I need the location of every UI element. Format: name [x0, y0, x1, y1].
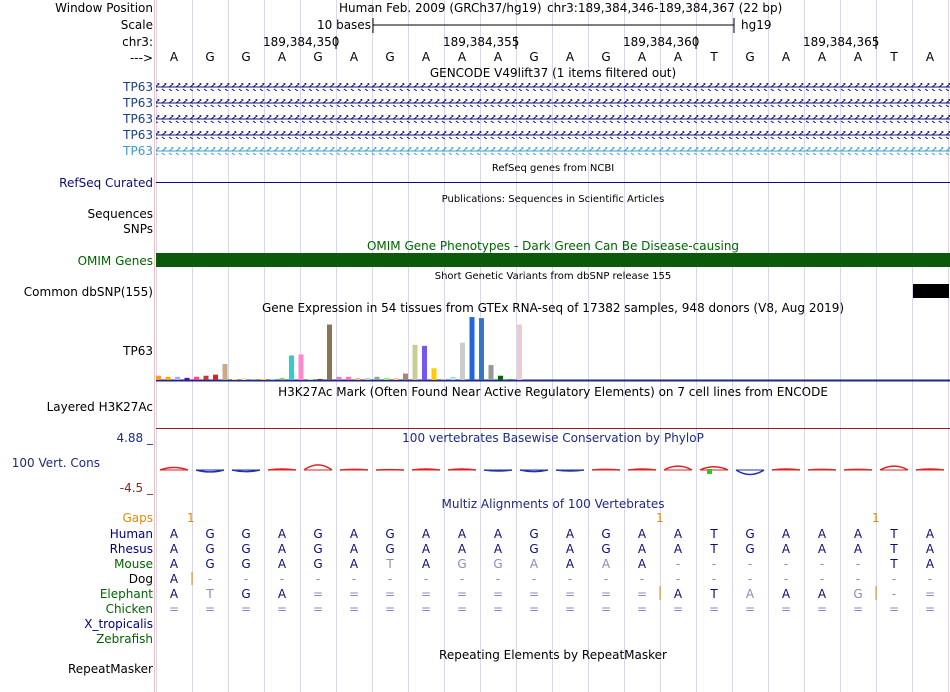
- gencode-transcript-label[interactable]: TP63: [123, 80, 153, 94]
- aligned-base: =: [564, 602, 576, 616]
- gencode-title[interactable]: GENCODE V49lift37 (1 items filtered out): [429, 66, 677, 80]
- aligned-base: =: [456, 587, 468, 601]
- aligned-base: A: [565, 542, 575, 556]
- refseq-title[interactable]: RefSeq genes from NCBI: [491, 163, 615, 174]
- gap-mark: 1: [187, 511, 195, 525]
- aligned-base: =: [492, 602, 504, 616]
- aligned-base: G: [745, 542, 755, 556]
- species-label[interactable]: Zebrafish: [96, 632, 153, 646]
- base-letter: A: [349, 50, 359, 64]
- base-letter: A: [565, 50, 575, 64]
- aligned-base: =: [924, 602, 936, 616]
- window-position-label: Window Position: [55, 1, 153, 15]
- aligned-base: G: [205, 542, 215, 556]
- aligned-base: =: [708, 602, 720, 616]
- aligned-base: -: [315, 572, 321, 586]
- aligned-base: A: [493, 527, 503, 541]
- gtex-title[interactable]: Gene Expression in 54 tissues from GTEx RNA-seq of 17382 samples, 948 donors (V8, Aug 2019): [261, 301, 845, 315]
- base-letter: T: [710, 50, 718, 64]
- dbsnp-label[interactable]: Common dbSNP(155): [23, 285, 153, 299]
- aligned-base: -: [711, 572, 717, 586]
- aligned-base: =: [456, 602, 468, 616]
- aligned-base: =: [528, 587, 540, 601]
- aligned-base: =: [888, 602, 900, 616]
- chrom-label: chr3:: [122, 35, 153, 49]
- aligned-base: -: [891, 572, 897, 586]
- aligned-base: T: [206, 587, 214, 601]
- aligned-base: A: [745, 587, 755, 601]
- aligned-base: -: [567, 572, 573, 586]
- aligned-base: -: [855, 557, 861, 571]
- aligned-base: A: [673, 542, 683, 556]
- aligned-base: G: [385, 527, 395, 541]
- aligned-base: A: [673, 527, 683, 541]
- tick-label: 189,384,360: [623, 35, 700, 49]
- aligned-base: -: [639, 572, 645, 586]
- aligned-base: =: [816, 602, 828, 616]
- gencode-transcript-label[interactable]: TP63: [123, 144, 153, 158]
- gap-mark: 1: [872, 511, 880, 525]
- aligned-base: -: [495, 572, 501, 586]
- species-label[interactable]: Elephant: [99, 587, 153, 601]
- base-letter: A: [277, 50, 287, 64]
- aligned-base: A: [637, 557, 647, 571]
- omim-label[interactable]: OMIM Genes: [77, 254, 153, 268]
- aligned-base: A: [169, 587, 179, 601]
- publications-title[interactable]: Publications: Sequences in Scientific Articles: [441, 194, 665, 205]
- aligned-base: A: [601, 557, 611, 571]
- aligned-base: A: [493, 542, 503, 556]
- aligned-base: =: [564, 587, 576, 601]
- species-label[interactable]: Chicken: [105, 602, 153, 616]
- aligned-base: =: [420, 587, 432, 601]
- aligned-base: T: [710, 527, 718, 541]
- aligned-base: G: [493, 557, 503, 571]
- species-label[interactable]: Mouse: [114, 557, 153, 571]
- aligned-base: A: [169, 527, 179, 541]
- aligned-base: G: [313, 557, 323, 571]
- assembly-text: Human Feb. 2009 (GRCh37/hg19): [339, 1, 542, 15]
- base-letter: T: [890, 50, 898, 64]
- aligned-base: -: [459, 572, 465, 586]
- tick-label: 189,384,355: [443, 35, 520, 49]
- snps-label[interactable]: SNPs: [123, 222, 153, 236]
- repeatmasker-title[interactable]: Repeating Elements by RepeatMasker: [439, 648, 667, 662]
- aligned-base: G: [601, 527, 611, 541]
- aligned-base: A: [349, 557, 359, 571]
- dbsnp-title[interactable]: Short Genetic Variants from dbSNP release 155: [434, 271, 672, 282]
- aligned-base: A: [781, 527, 791, 541]
- species-label[interactable]: Human: [109, 527, 153, 541]
- aligned-base: -: [855, 572, 861, 586]
- gaps-label[interactable]: Gaps: [122, 511, 153, 525]
- aligned-base: A: [421, 542, 431, 556]
- aligned-base: -: [747, 557, 753, 571]
- aligned-base: G: [313, 542, 323, 556]
- aligned-base: -: [891, 587, 897, 601]
- aligned-base: -: [207, 572, 213, 586]
- repeatmasker-label[interactable]: RepeatMasker: [67, 662, 153, 676]
- base-letter: A: [781, 50, 791, 64]
- base-letter: A: [637, 50, 647, 64]
- aligned-base: -: [423, 572, 429, 586]
- aligned-base: =: [168, 602, 180, 616]
- aligned-base: A: [637, 527, 647, 541]
- aligned-base: T: [890, 557, 898, 571]
- cons-min-label: -4.5 _: [119, 481, 153, 495]
- cons-max-label: 4.88 _: [116, 431, 153, 445]
- base-letter: A: [169, 50, 179, 64]
- aligned-base: =: [384, 602, 396, 616]
- aligned-base: G: [205, 527, 215, 541]
- aligned-base: -: [783, 557, 789, 571]
- aligned-base: =: [636, 587, 648, 601]
- position-text: chr3:189,384,346-189,384,367 (22 bp): [547, 1, 783, 15]
- multiz-title[interactable]: Multiz Alignments of 100 Vertebrates: [441, 497, 665, 511]
- scale-bases-text: 10 bases: [317, 18, 371, 32]
- scale-db-text: hg19: [741, 18, 772, 32]
- aligned-base: G: [241, 587, 251, 601]
- aligned-base: -: [243, 572, 249, 586]
- cons-title[interactable]: 100 vertebrates Basewise Conservation by PhyloP: [402, 431, 704, 445]
- aligned-base: A: [277, 557, 287, 571]
- aligned-base: =: [420, 602, 432, 616]
- aligned-base: =: [312, 602, 324, 616]
- aligned-base: A: [565, 527, 575, 541]
- aligned-base: A: [421, 557, 431, 571]
- aligned-base: =: [924, 587, 936, 601]
- aligned-base: A: [349, 527, 359, 541]
- aligned-base: A: [853, 542, 863, 556]
- aligned-base: A: [817, 527, 827, 541]
- aligned-base: =: [600, 602, 612, 616]
- aligned-base: A: [169, 542, 179, 556]
- aligned-base: =: [852, 602, 864, 616]
- aligned-base: -: [819, 572, 825, 586]
- aligned-base: -: [603, 572, 609, 586]
- aligned-base: =: [780, 602, 792, 616]
- aligned-base: A: [925, 527, 935, 541]
- aligned-base: -: [927, 572, 933, 586]
- aligned-base: -: [387, 572, 393, 586]
- aligned-base: A: [673, 587, 683, 601]
- aligned-base: G: [529, 527, 539, 541]
- aligned-base: G: [601, 542, 611, 556]
- aligned-base: A: [565, 557, 575, 571]
- species-label[interactable]: Rhesus: [109, 542, 153, 556]
- base-letter: A: [925, 50, 935, 64]
- h3k27ac-title[interactable]: H3K27Ac Mark (Often Found Near Active Regulatory Elements) on 7 cell lines from ENCODE: [278, 385, 828, 399]
- gencode-transcript-label[interactable]: TP63: [123, 128, 153, 142]
- species-label[interactable]: X_tropicalis: [84, 617, 153, 631]
- sequences-label[interactable]: Sequences: [87, 207, 153, 221]
- base-letter: G: [601, 50, 611, 64]
- aligned-base: G: [241, 527, 251, 541]
- aligned-base: A: [421, 527, 431, 541]
- h3k27ac-label[interactable]: Layered H3K27Ac: [46, 400, 153, 414]
- aligned-base: -: [747, 572, 753, 586]
- aligned-base: A: [853, 527, 863, 541]
- aligned-base: T: [710, 542, 718, 556]
- gap-mark: 1: [656, 511, 664, 525]
- aligned-base: -: [711, 557, 717, 571]
- aligned-base: =: [204, 602, 216, 616]
- base-letter: A: [493, 50, 503, 64]
- aligned-base: =: [384, 587, 396, 601]
- base-letter: A: [673, 50, 683, 64]
- aligned-base: =: [744, 602, 756, 616]
- aligned-base: =: [528, 602, 540, 616]
- aligned-base: =: [312, 587, 324, 601]
- aligned-base: A: [817, 542, 827, 556]
- species-label[interactable]: Dog: [128, 572, 153, 586]
- base-letter: A: [817, 50, 827, 64]
- aligned-base: A: [781, 542, 791, 556]
- aligned-base: -: [351, 572, 357, 586]
- base-letter: G: [745, 50, 755, 64]
- gencode-transcript-label[interactable]: TP63: [123, 112, 153, 126]
- aligned-base: A: [457, 542, 467, 556]
- base-letter: A: [853, 50, 863, 64]
- tick-label: 189,384,365: [803, 35, 880, 49]
- aligned-base: A: [637, 542, 647, 556]
- aligned-base: -: [675, 572, 681, 586]
- aligned-base: A: [169, 557, 179, 571]
- aligned-base: =: [348, 602, 360, 616]
- aligned-base: G: [385, 542, 395, 556]
- aligned-base: T: [890, 527, 898, 541]
- aligned-base: A: [781, 587, 791, 601]
- aligned-base: A: [817, 587, 827, 601]
- aligned-base: G: [529, 542, 539, 556]
- aligned-base: G: [313, 527, 323, 541]
- base-letter: G: [385, 50, 395, 64]
- aligned-base: G: [241, 542, 251, 556]
- aligned-base: =: [600, 587, 612, 601]
- aligned-base: A: [529, 557, 539, 571]
- aligned-base: =: [348, 587, 360, 601]
- base-letter: A: [421, 50, 431, 64]
- aligned-base: A: [169, 572, 179, 586]
- tick-label: 189,384,350: [263, 35, 340, 49]
- aligned-base: A: [349, 542, 359, 556]
- aligned-base: =: [276, 602, 288, 616]
- aligned-base: G: [241, 557, 251, 571]
- aligned-base: A: [277, 587, 287, 601]
- aligned-base: -: [279, 572, 285, 586]
- base-letter: G: [529, 50, 539, 64]
- aligned-base: =: [672, 602, 684, 616]
- aligned-base: T: [710, 587, 718, 601]
- aligned-base: =: [240, 602, 252, 616]
- refseq-label[interactable]: RefSeq Curated: [59, 176, 153, 190]
- aligned-base: A: [457, 527, 467, 541]
- aligned-base: A: [277, 542, 287, 556]
- aligned-base: G: [205, 557, 215, 571]
- base-letter: A: [457, 50, 467, 64]
- scale-label: Scale: [120, 18, 153, 32]
- aligned-base: A: [277, 527, 287, 541]
- aligned-base: T: [890, 542, 898, 556]
- gencode-transcript-label[interactable]: TP63: [123, 96, 153, 110]
- aligned-base: =: [492, 587, 504, 601]
- aligned-base: -: [675, 557, 681, 571]
- aligned-base: -: [819, 557, 825, 571]
- aligned-base: -: [783, 572, 789, 586]
- base-letter: G: [241, 50, 251, 64]
- aligned-base: T: [386, 557, 394, 571]
- aligned-base: G: [745, 527, 755, 541]
- base-letter: G: [205, 50, 215, 64]
- aligned-base: -: [531, 572, 537, 586]
- cons-label[interactable]: 100 Vert. Cons: [11, 456, 100, 470]
- aligned-base: A: [925, 557, 935, 571]
- aligned-base: G: [457, 557, 467, 571]
- strand-arrow-label: --->: [129, 51, 153, 65]
- aligned-base: =: [636, 602, 648, 616]
- gtex-gene-label[interactable]: TP63: [123, 344, 153, 358]
- aligned-base: G: [853, 587, 863, 601]
- aligned-base: A: [925, 542, 935, 556]
- omim-title[interactable]: OMIM Gene Phenotypes - Dark Green Can Be Disease-causing: [366, 239, 740, 253]
- base-letter: G: [313, 50, 323, 64]
